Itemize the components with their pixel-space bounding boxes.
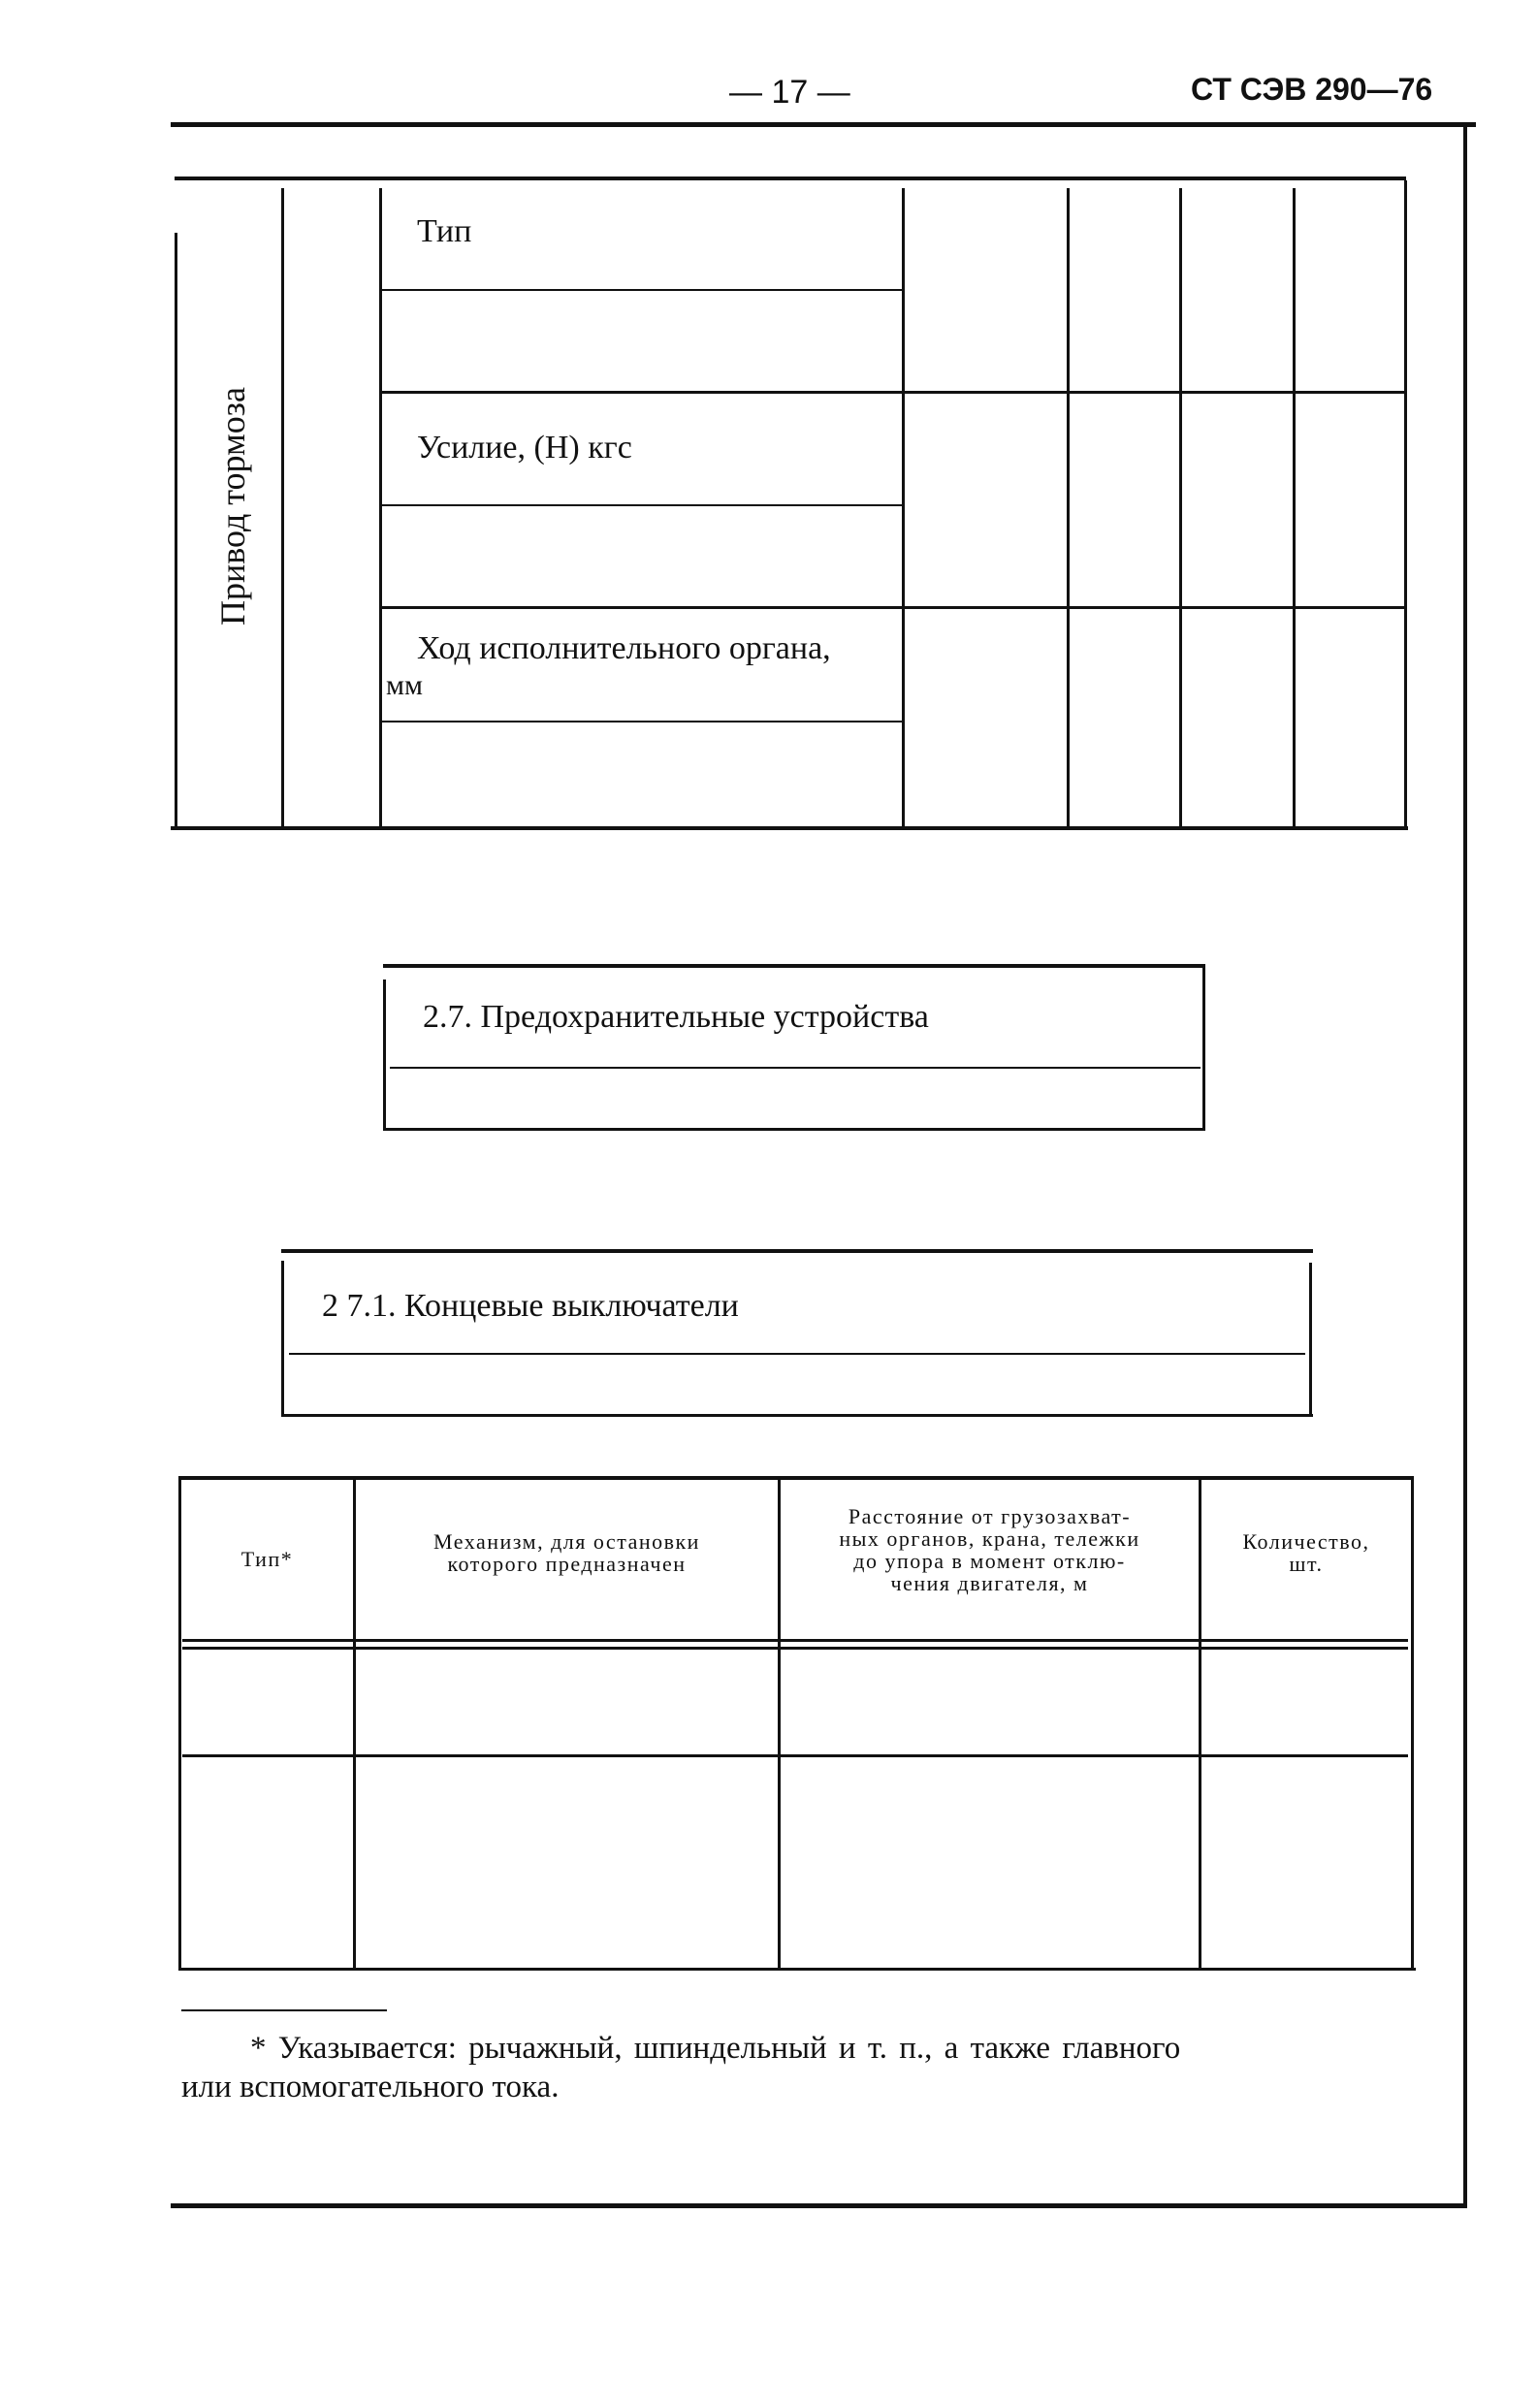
row-label-type: Тип [417, 213, 472, 249]
row-label-travel-unit: мм [386, 669, 423, 701]
table-left-border [175, 233, 177, 826]
table-bottom-border [171, 826, 1408, 830]
column-header-distance: ных органов, крана, тележки [839, 1526, 1140, 1551]
box-top [281, 1249, 1313, 1253]
header-rule-double [182, 1647, 1408, 1650]
table-divider [1179, 188, 1182, 826]
page-number: — 17 — [729, 74, 850, 111]
footnote-line-2: или вспомогательного тока. [181, 2070, 560, 2104]
column-header-type: Тип* [240, 1547, 294, 1571]
box-bottom [281, 1414, 1313, 1417]
table-divider [1293, 188, 1296, 826]
box-rule [390, 1067, 1201, 1069]
row-rule [382, 391, 1404, 394]
group-label: Привод тормоза [213, 387, 252, 626]
footnote-line-1: * Указывается: рычажный, шпиндельный и т. п., а также главного [250, 2031, 1181, 2066]
row-rule [382, 721, 902, 722]
box-bottom [383, 1128, 1205, 1131]
box-right [1309, 1263, 1312, 1414]
column-header-distance: чения двигателя, м [890, 1571, 1089, 1595]
column-header-mechanism: которого предназначен [447, 1552, 687, 1576]
section-2-7-title: 2.7. Предохранительные устройства [423, 999, 929, 1035]
footnote-separator [181, 2009, 387, 2011]
row-label-travel: Ход исполнительного органа, [417, 630, 831, 666]
table-divider [281, 188, 284, 826]
row-label-force: Усилие, (Н) кгс [417, 430, 632, 466]
table-divider [1067, 188, 1070, 826]
box-right [1202, 968, 1205, 1128]
table-divider [379, 188, 382, 826]
column-header-distance: до упора в момент отклю- [853, 1549, 1126, 1573]
row-rule [382, 606, 1404, 609]
footer-rule [171, 2203, 1467, 2208]
row-rule [182, 1754, 1408, 1757]
table-right-border [1404, 180, 1407, 826]
box-rule [289, 1353, 1305, 1355]
column-header-distance: Расстояние от грузозахват- [848, 1504, 1132, 1528]
table-top-border [175, 177, 1406, 180]
header-rule [171, 122, 1476, 127]
column-header-quantity: шт. [1289, 1552, 1324, 1576]
column-header-quantity: Количество, [1242, 1529, 1370, 1554]
page-right-border [1463, 124, 1467, 2207]
table-top-border [178, 1476, 1414, 1480]
column-header-mechanism: Механизм, для остановки [433, 1529, 700, 1554]
standard-code: СТ СЭВ 290—76 [1191, 72, 1433, 107]
row-rule [382, 289, 902, 291]
header-rule-double [182, 1639, 1408, 1642]
row-rule [382, 504, 902, 506]
box-left [383, 979, 386, 1128]
table-right-border [1411, 1480, 1414, 1971]
box-left [281, 1261, 284, 1414]
section-2-7-1-title: 2 7.1. Концевые выключатели [322, 1288, 739, 1324]
table-bottom-border [178, 1968, 1416, 1971]
box-top [383, 964, 1205, 968]
table-divider [902, 188, 905, 826]
